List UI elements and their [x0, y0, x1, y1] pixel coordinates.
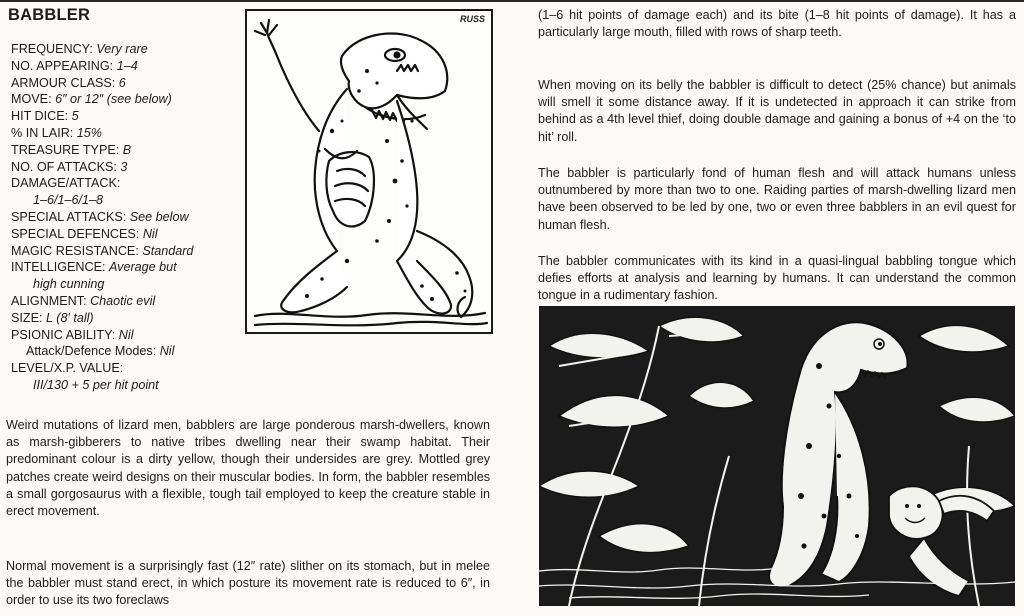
stat-label: SPECIAL ATTACKS:	[11, 209, 127, 224]
stat-label: Attack/Defence Modes:	[26, 344, 157, 359]
stat-label: TREASURE TYPE:	[11, 142, 120, 157]
stat-value: Chaotic evil	[90, 293, 156, 308]
stat-value: 1–6/1–6/1–8	[33, 193, 104, 208]
artist-signature: RUSS	[459, 14, 485, 24]
stat-label: FREQUENCY:	[11, 42, 93, 56]
stealth-paragraph: When moving on its belly the babbler is difficult to detect (25% chance) but animals will smell it some distance away. If it is undetected in approach it can strike from behind as a 4th level thief, doing double damage and gaining a bonus of +4 on the ‘to hit’ roll.	[538, 78, 1016, 144]
stat-line	[11, 75, 251, 92]
stat-line	[11, 108, 251, 125]
stat-label: SPECIAL DEFENCES:	[11, 226, 140, 241]
stat-line	[11, 377, 251, 394]
stat-line	[11, 360, 251, 377]
stat-label: SIZE:	[11, 310, 43, 325]
top-rule	[0, 0, 1024, 2]
stat-line	[11, 259, 251, 276]
stat-label: ARMOUR CLASS:	[11, 75, 116, 90]
stat-label: DAMAGE/ATTACK:	[11, 176, 121, 191]
stat-label: HIT DICE:	[11, 109, 69, 124]
stat-value: 6″ or 12″ (see below)	[55, 92, 172, 107]
stat-line	[11, 276, 251, 293]
stat-line	[11, 343, 251, 360]
stat-label: % IN LAIR:	[11, 125, 74, 140]
babbler-standing-drawing	[247, 11, 491, 332]
stat-value: 6	[118, 75, 126, 90]
stat-value: Standard	[142, 243, 194, 258]
stat-label: LEVEL/X.P. VALUE:	[11, 361, 124, 376]
stat-value: 3	[120, 159, 128, 174]
stat-line	[11, 58, 251, 75]
attack-paragraph: (1–6 hit points of damage each) and its bite (1–8 hit points of damage). It has a particularly large mouth, filled with rows of sharp teeth.	[538, 8, 1016, 40]
stat-value: Nil	[118, 327, 134, 342]
swamp-scene-illustration	[539, 306, 1015, 606]
movement-paragraph: Normal movement is a surprisingly fast (12″ rate) slither on its stomach, but in melee the babbler must stand erect, in which posture its movement rate is reduced to 6″, in order to use its two foreclaws	[6, 559, 490, 608]
stat-label: NO. APPEARING:	[11, 58, 114, 73]
stat-line	[11, 125, 251, 142]
monster-title: BABBLER	[8, 6, 91, 24]
stat-line	[11, 209, 251, 226]
stat-value: Nil	[142, 226, 158, 241]
stat-value: Average but	[108, 260, 177, 275]
description-paragraph: Weird mutations of lizard men, babblers are large ponderous marsh-dwellers, known as marsh-gibberers to native tribes dwelling near their swamp habitat. Their predominant colour is a dirty yellow, though their undersides are grey. Mottled grey patches create weird designs on their muscular bodies. In form, the babbler resembles a small gorgosaurus with a flexible, tough tail employed to keep the creature stable in erect movement.	[6, 418, 490, 519]
stat-value: Very rare	[96, 42, 148, 56]
stat-value: B	[122, 142, 132, 157]
stat-label: NO. OF ATTACKS:	[11, 159, 117, 174]
stat-value: L (8′ tall)	[46, 310, 94, 325]
left-column	[6, 4, 498, 616]
stat-value: 15%	[76, 125, 103, 140]
babbler-illustration	[245, 9, 493, 334]
stat-label: PSIONIC ABILITY:	[11, 327, 116, 342]
stat-line	[11, 175, 251, 192]
stat-label: MAGIC RESISTANCE:	[11, 243, 139, 258]
stat-value: 5	[71, 109, 79, 124]
stat-block	[11, 41, 251, 394]
stat-line	[11, 192, 251, 209]
stat-label: INTELLIGENCE:	[11, 260, 106, 275]
stat-line	[11, 142, 251, 159]
stat-value: high cunning	[33, 277, 105, 292]
stat-line	[11, 310, 251, 327]
stat-value: See below	[129, 209, 189, 224]
stat-value: Nil	[159, 344, 175, 359]
stat-line	[11, 159, 251, 176]
stat-label: MOVE:	[11, 92, 52, 107]
stat-line	[11, 293, 251, 310]
stat-line	[11, 41, 251, 58]
stat-value: III/130 + 5 per hit point	[33, 377, 159, 392]
stat-line	[11, 327, 251, 344]
language-paragraph: The babbler communicates with its kind in a quasi-lingual babbling tongue which defies efforts at analysis and learning by humans. It can understand the common tongue in a rudimentary fashion.	[538, 254, 1016, 303]
stat-value: 1–4	[116, 58, 138, 73]
stat-line	[11, 91, 251, 108]
stat-label: ALIGNMENT:	[11, 293, 87, 308]
stat-line	[11, 243, 251, 260]
babbler-swamp-drawing	[539, 306, 1015, 606]
behaviour-paragraph: The babbler is particularly fond of human flesh and will attack humans unless outnumbered by more than two to one. Raiding parties of marsh-dwelling lizard men have been observed to be led by one, two or even three babblers in an evil quest for human flesh.	[538, 166, 1016, 232]
stat-line	[11, 226, 251, 243]
